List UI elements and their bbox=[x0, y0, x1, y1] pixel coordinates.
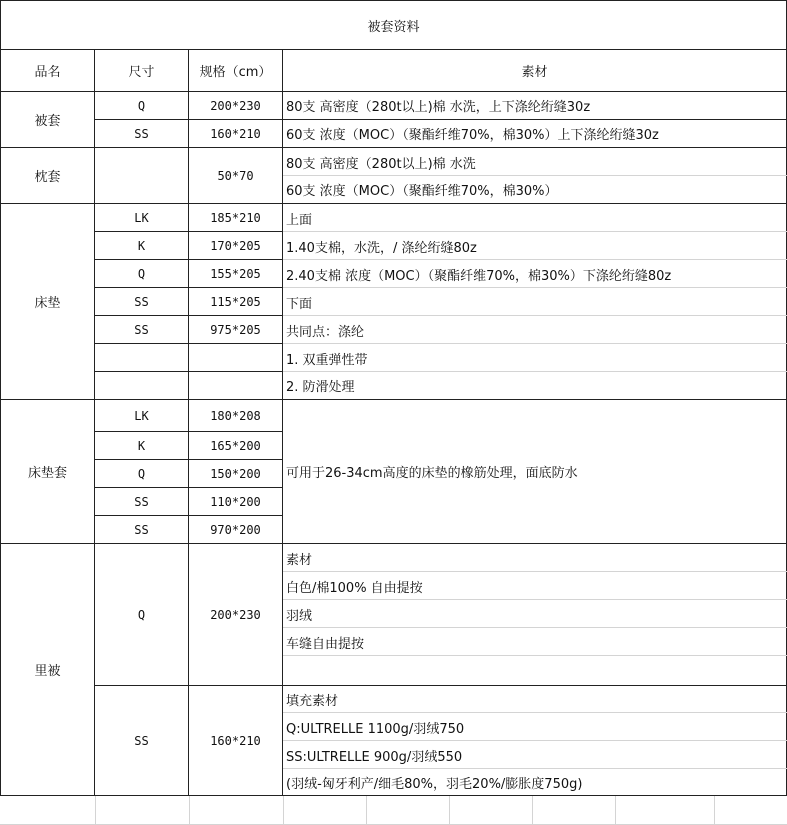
duvet-cover-size[interactable]: Q bbox=[95, 92, 189, 120]
gridline bbox=[283, 571, 787, 572]
inner-quilt-ss-line[interactable]: (羽绒-匈牙利产/细毛80%，羽毛20%/膨胀度750g) bbox=[283, 769, 787, 796]
gridline bbox=[615, 796, 616, 825]
mattress-size[interactable]: SS bbox=[95, 288, 189, 316]
inner-quilt-q-line[interactable]: 素材 bbox=[283, 544, 787, 572]
gridline bbox=[366, 796, 367, 825]
mattress-material[interactable]: 下面 bbox=[283, 288, 787, 316]
inner-quilt-q-line[interactable]: 车缝自由提按 bbox=[283, 628, 787, 656]
inner-quilt-q-spec[interactable]: 200*230 bbox=[189, 544, 283, 686]
mattress-spec[interactable]: 170*205 bbox=[189, 232, 283, 260]
fitted-sheet-material[interactable]: 可用于26-34cm高度的床垫的橡筋处理，面底防水 bbox=[283, 400, 787, 544]
mattress-spec[interactable] bbox=[189, 344, 283, 372]
gridline bbox=[189, 796, 190, 825]
mattress-size[interactable]: K bbox=[95, 232, 189, 260]
inner-quilt-ss-spec[interactable]: 160*210 bbox=[189, 686, 283, 796]
duvet-cover-spec[interactable]: 160*210 bbox=[189, 120, 283, 148]
gridline bbox=[283, 599, 787, 600]
sheet-title[interactable]: 被套资料 bbox=[0, 0, 787, 50]
fitted-sheet-size[interactable]: K bbox=[95, 432, 189, 460]
mattress-size[interactable]: Q bbox=[95, 260, 189, 288]
gridline bbox=[283, 768, 787, 769]
inner-quilt-ss-line[interactable]: SS:ULTRELLE 900g/羽绒550 bbox=[283, 741, 787, 769]
fitted-sheet-size[interactable]: LK bbox=[95, 400, 189, 432]
duvet-cover-name[interactable]: 被套 bbox=[0, 92, 95, 148]
pillowcase-spec[interactable]: 50*70 bbox=[189, 148, 283, 204]
gridline bbox=[95, 796, 96, 825]
mattress-spec[interactable]: 975*205 bbox=[189, 316, 283, 344]
pillowcase-name[interactable]: 枕套 bbox=[0, 148, 95, 204]
gridline bbox=[283, 287, 787, 288]
pillowcase-size[interactable] bbox=[95, 148, 189, 204]
mattress-material[interactable]: 2.40支棉 浓度（MOC）（聚酯纤维70%，棉30%）下涤纶绗缝80z bbox=[283, 260, 787, 288]
gridline bbox=[283, 655, 787, 656]
fitted-sheet-size[interactable]: Q bbox=[95, 460, 189, 488]
fitted-sheet-name[interactable]: 床垫套 bbox=[0, 400, 95, 544]
mattress-spec[interactable] bbox=[189, 372, 283, 400]
fitted-sheet-spec[interactable]: 180*208 bbox=[189, 400, 283, 432]
mattress-spec[interactable]: 185*210 bbox=[189, 204, 283, 232]
inner-quilt-ss-line[interactable]: Q:ULTRELLE 1100g/羽绒750 bbox=[283, 713, 787, 741]
gridline bbox=[283, 315, 787, 316]
fitted-sheet-size[interactable]: SS bbox=[95, 488, 189, 516]
duvet-cover-material[interactable]: 60支 浓度（MOC）（聚酯纤维70%，棉30%）上下涤纶绗缝30z bbox=[283, 120, 787, 148]
header-size[interactable]: 尺寸 bbox=[95, 50, 189, 92]
fitted-sheet-spec[interactable]: 150*200 bbox=[189, 460, 283, 488]
mattress-size[interactable]: SS bbox=[95, 316, 189, 344]
inner-quilt-q-empty[interactable] bbox=[283, 656, 787, 686]
header-product-name[interactable]: 品名 bbox=[0, 50, 95, 92]
gridline bbox=[283, 740, 787, 741]
inner-quilt-q-line[interactable]: 白色/棉100% 自由提按 bbox=[283, 572, 787, 600]
gridline bbox=[449, 796, 450, 825]
inner-quilt-q-line[interactable]: 羽绒 bbox=[283, 600, 787, 628]
mattress-size[interactable] bbox=[95, 344, 189, 372]
fitted-sheet-size[interactable]: SS bbox=[95, 516, 189, 544]
gridline bbox=[283, 371, 787, 372]
mattress-material[interactable]: 1.40支棉，水洗，/ 涤纶绗缝80z bbox=[283, 232, 787, 260]
header-spec[interactable]: 规格（cm） bbox=[189, 50, 283, 92]
mattress-spec[interactable]: 115*205 bbox=[189, 288, 283, 316]
gridline bbox=[283, 259, 787, 260]
mattress-material[interactable]: 2. 防滑处理 bbox=[283, 372, 787, 400]
duvet-cover-size[interactable]: SS bbox=[95, 120, 189, 148]
gridline bbox=[714, 796, 715, 825]
duvet-cover-material[interactable]: 80支 高密度（280t以上)棉 水洗，上下涤纶绗缝30z bbox=[283, 92, 787, 120]
inner-quilt-ss-size[interactable]: SS bbox=[95, 686, 189, 796]
mattress-size[interactable]: LK bbox=[95, 204, 189, 232]
pillowcase-material[interactable]: 60支 浓度（MOC）（聚酯纤维70%，棉30%） bbox=[283, 176, 787, 204]
gridline bbox=[283, 343, 787, 344]
fitted-sheet-spec[interactable]: 110*200 bbox=[189, 488, 283, 516]
pillowcase-material[interactable]: 80支 高密度（280t以上)棉 水洗 bbox=[283, 148, 787, 176]
gridline bbox=[283, 231, 787, 232]
mattress-size[interactable] bbox=[95, 372, 189, 400]
mattress-material[interactable]: 上面 bbox=[283, 204, 787, 232]
gridline bbox=[532, 796, 533, 825]
fitted-sheet-spec[interactable]: 165*200 bbox=[189, 432, 283, 460]
inner-quilt-name[interactable]: 里被 bbox=[0, 544, 95, 796]
gridline bbox=[283, 796, 284, 825]
gridline bbox=[283, 712, 787, 713]
inner-quilt-ss-line[interactable]: 填充素材 bbox=[283, 686, 787, 713]
header-material[interactable]: 素材 bbox=[283, 50, 787, 92]
gridline bbox=[283, 627, 787, 628]
mattress-spec[interactable]: 155*205 bbox=[189, 260, 283, 288]
mattress-material[interactable]: 共同点：涤纶 bbox=[283, 316, 787, 344]
fitted-sheet-spec[interactable]: 970*200 bbox=[189, 516, 283, 544]
duvet-cover-spec[interactable]: 200*230 bbox=[189, 92, 283, 120]
mattress-material[interactable]: 1. 双重弹性带 bbox=[283, 344, 787, 372]
inner-quilt-q-size[interactable]: Q bbox=[95, 544, 189, 686]
mattress-name[interactable]: 床垫 bbox=[0, 204, 95, 400]
